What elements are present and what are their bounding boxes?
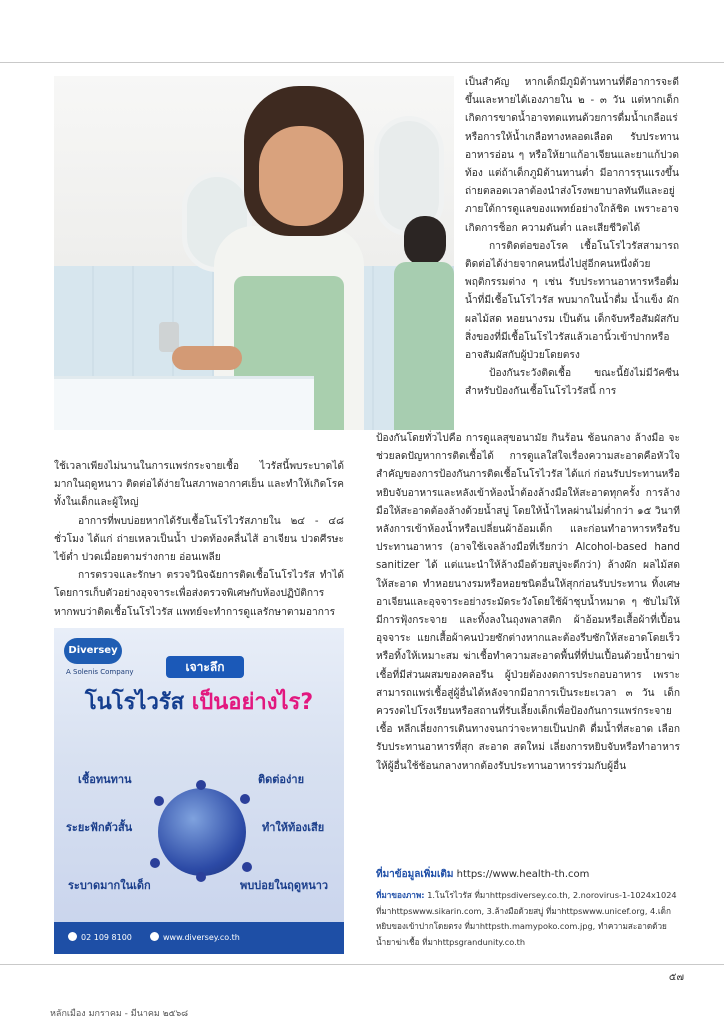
bottom-rule — [0, 964, 724, 965]
virus-icon — [158, 788, 246, 876]
left-column — [54, 458, 344, 622]
source-info: ที่มาข้อมูลเพิ่มเติม https://www.health-th.com — [376, 869, 590, 880]
virus-spike — [196, 872, 206, 882]
fact-label: พบบ่อยในฤดูหนาว — [240, 879, 329, 892]
right-column-bottom — [376, 430, 680, 776]
fact-label: ระยะฟักตัวสั้น — [66, 821, 133, 834]
right-column-top — [465, 74, 679, 402]
paragraph: ใช้เวลาเพียงไม่นานในการแพร่กระจายเชื้อ ไวรัสนี้พบระบาดได้มากในฤดูหนาว ติดต่อได้ง่ายในสภาพอากาศเย็น และทำให้เกิดโรคทั้งในเด็กและผู้ใหญ่ — [54, 461, 344, 509]
fact-label: ระบาดมากในเด็ก — [68, 879, 151, 892]
paragraph: อาการที่พบบ่อยหากได้รับเชื้อโนโรไวรัสภายใน ๒๔ - ๔๘ ชั่วโมง ได้แก่ ถ่ายเหลวเป็นน้ำ ปวดท้องคลื่นไส้ อาเจียน ปวดศีรษะ ไข้ต่ำ ปวดเมื่อยตามร่างกาย อ่อนเพลีย — [54, 515, 344, 564]
photo-child-washing-hands — [54, 76, 454, 430]
phone-number: 02 109 8100 — [68, 932, 132, 942]
paragraph: ป้องกันระวังติดเชื้อ ขณะนี้ยังไม่มีวัคซีนสำหรับป้องกันเชื้อโนโรไวรัสนี้ การ — [465, 368, 679, 398]
fact-label: ทำให้ท้องเสีย — [262, 821, 325, 834]
fact-label: เชื้อทนทาน — [78, 773, 132, 786]
paragraph: การตรวจและรักษา ตรวจวินิจฉัยการติดเชื้อโนโรไวรัส ทำได้โดยการเก็บตัวอย่างอุจจาระเพื่อส่งตรวจพิเศษกับห้องปฏิบัติการ หากพบว่าติดเชื้อโนโรไวรัส แพทย์จะทำการดูแลรักษาตามอาการ — [54, 570, 344, 618]
virus-spike — [242, 862, 252, 872]
virus-spike — [196, 780, 206, 790]
globe-icon — [150, 932, 159, 941]
publication-footer: หลักเมือง มกราคม - มีนาคม ๒๕๖๘ — [50, 1009, 189, 1019]
image-sources: ที่มาของภาพ: 1.โนโรไวรัส ที่มาhttpsdiversey.co.th, 2.norovirus-1-1024x1024 ที่มาhttpswww.sikarin.com, 3.ล้างมือด้วยสบู่ ที่มาhttpswww.unicef.org, 4.เด็กหยิบของเข้าปากโดยตรง ที่มาhttpsth.mamypoko.com.jpg, ทำความสะอาดด้วยน้ำยาฆ่าเชื้อ ที่มาhttpsgrandunity.co.th — [376, 890, 677, 947]
virus-spike — [154, 796, 164, 806]
virus-spike — [150, 858, 160, 868]
paragraph: การติดต่อของโรค เชื้อโนโรไวรัสสามารถติดต่อได้ง่ายจากคนหนึ่งไปสู่อีกคนหนึ่งด้วยพฤติกรรมต่าง ๆ เช่น รับประทานอาหารหรือดื่มน้ำที่มีเชื้อโนโรไวรัส พบมากในน้ำดื่ม น้ำแข็ง ผักผลไม้สด หอยนางรม เป็นต้น เด็กจับหรือสัมผัสกับสิ่งของที่มีเชื้อโนโรไวรัสแล้วเอานิ้วเข้าปากหรืออาจสัมผัสกับผู้ป่วยโดยตรง — [465, 240, 679, 362]
virus-spike — [240, 794, 250, 804]
page-number: ๕๗ — [668, 972, 684, 983]
diversey-infographic — [54, 628, 344, 954]
infographic-headline: โนโรไวรัส เป็นอย่างไร? — [84, 690, 314, 715]
company-tagline: A Solenis Company — [66, 668, 134, 676]
phone-icon — [68, 932, 77, 941]
website: www.diversey.co.th — [150, 932, 240, 942]
tag-label: เจาะลึก — [166, 656, 244, 678]
fact-label: ติดต่อง่าย — [258, 773, 305, 786]
paragraph: ป้องกันโดยทั่วไปคือ การดูแลสุขอนามัย กินร้อน ช้อนกลาง ล้างมือ จะช่วยลดปัญหาการติดเชื้อได้ การดูแลใส่ใจเรื่องความสะอาดคือหัวใจสำคัญของการป้องกันการติดเชื้อโนโรไวรัส ได้แก่ ก่อนรับประทานหรือหยิบจับอาหารและหลังเข้าห้องน้ำต้องล้างมือให้สะอาดทุกครั้ง การล้างมือให้สะอาดต้องล้างด้วยน้ำสบู่ โดยให้น้ำไหลผ่านไม่ต่ำกว่า ๑๕ วินาที หลังการเข้าห้องน้ำหรือเปลี่ยนผ้าอ้อมเด็ก และก่อนทำอาหารหรือรับประทานอาหาร (อาจใช้เจลล้างมือที่เรียกว่า Alcohol-based hand sanitizer ได้ แต่แนะนำให้ล้างมือด้วยสบู่จะดีกว่า) ล้างผัก ผลไม้สด ให้สะอาด ทำหอยนางรมหรือหอยชนิดอื่นให้สุกก่อนรับประทาน ทิ้งเศษอาเจียนและอุจจาระอย่างระมัดระวังโดยใช้ผ้าชุบน้ำหมาด ๆ ซับไม่ให้มีการฟุ้งกระจาย และทิ้งลงในถุงพลาสติก ผ้าอ้อมหรือเสื้อผ้าที่เปื้อนอุจจาระ แยกเสื้อผ้าคนป่วยซักต่างหากและต้องรีบซักให้สะอาดโดยเร็วหรือทิ้งให้เหมาะสม ฆ่าเชื้อทำความสะอาดพื้นที่ที่ปนเปื้อนด้วยน้ำยาฆ่าเชื้อที่มีส่วนผสมของคลอรีน ผู้ป่วยต้องงดการประกอบอาหาร เพราะสามารถแพร่เชื้อสู่ผู้อื่นได้หลังจากมีอาการเป็นระยะเวลา ๓ วัน เด็กควรงดไปโรงเรียนหรือสถานที่รับเลี้ยงเด็กเพื่อป้องกันการแพร่กระจายเชื้อ หลีกเลี่ยงการเดินทางจนกว่าจะหายเป็นปกติ ดื่มน้ำที่สะอาด เลือกรับประทานอาหารที่สุก สะอาด สดใหม่ เลี่ยงการหยิบจับหรือทำอาหารให้ผู้อื่นใช้ช้อนกลางหากต้องรับประทานอาหารร่วมกับผู้อื่น — [376, 433, 680, 772]
top-rule — [0, 62, 724, 63]
source-link[interactable]: https://www.health-th.com — [456, 869, 590, 880]
paragraph: เป็นสำคัญ หากเด็กมีภูมิต้านทานที่ดีอาการจะดีขึ้นและหายได้เองภายใน ๒ - ๓ วัน แต่หากเด็กเกิดการขาดน้ำอาจทดแทนด้วยการดื่มน้ำเกลือแร่หรือการให้น้ำเกลือทางหลอดเลือด รับประทานอาหารอ่อน ๆ หรือให้ยาแก้อาเจียนและยาแก้ปวดท้อง แต่ถ้าเด็กภูมิต้านทานต่ำ มีอาการรุนแรงขึ้นถ่ายตลอดเวลาต้องนำส่งโรงพยาบาลทันทีและอยู่ภายใต้การดูแลของแพทย์อย่างใกล้ชิด เพราะอาจเกิดการช็อก ความดันต่ำ และเสียชีวิตได้ — [465, 77, 679, 234]
diversey-logo: Diversey — [64, 638, 122, 664]
